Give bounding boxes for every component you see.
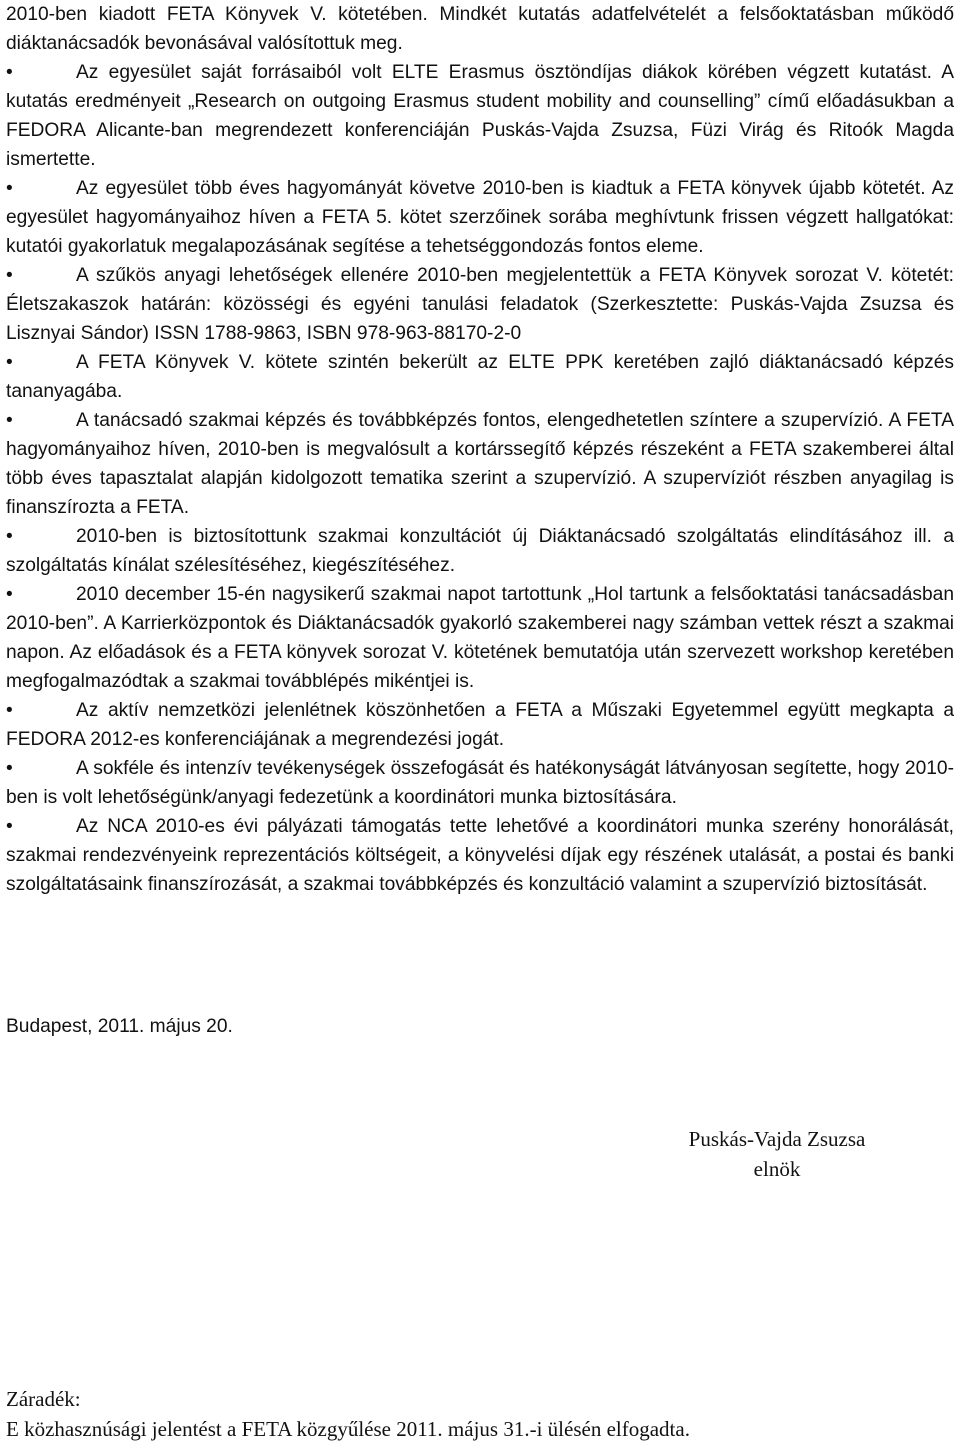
signer-role: elnök [753, 1157, 801, 1181]
bullet-item [6, 696, 954, 754]
bullet-item [6, 174, 954, 261]
paragraph [6, 0, 954, 58]
bullet-icon: • [6, 758, 13, 779]
clause-label: Záradék: [6, 1387, 81, 1411]
clause-block [6, 1384, 690, 1444]
bullet-text: Az NCA 2010-es évi pályázati támogatás tette lehetővé a koordinátori munka szerény honorálását, szakmai rendezvényeink reprezentációs költségeit, a könyvelési díjak egy részének utalását, a postai és banki szolgáltatásaink finanszírozását, a szakmai továbbképzés és konzultáció valamint a szupervízió biztosítását. [6, 816, 954, 895]
bullet-item [6, 348, 954, 406]
bullet-icon: • [6, 816, 13, 837]
place-date: Budapest, 2011. május 20. [6, 1016, 233, 1037]
bullet-icon: • [6, 265, 13, 286]
bullet-icon: • [6, 584, 13, 605]
bullet-item [6, 261, 954, 348]
bullet-item [6, 406, 954, 522]
bullet-item [6, 522, 954, 580]
bullet-text: A sokféle és intenzív tevékenységek összefogását és hatékonyságát látványosan segítette, hogy 2010-ben is volt lehetőségünk/anyagi fedezetünk a koordinátori munka biztosítására. [6, 758, 954, 808]
clause-text: E közhasznúsági jelentést a FETA közgyűlése 2011. május 31.-i ülésén elfogadta. [6, 1417, 690, 1441]
bullet-icon: • [6, 526, 13, 547]
bullet-text: 2010 december 15-én nagysikerű szakmai napot tartottunk „Hol tartunk a felsőoktatási tanácsadásban 2010-ben”. A Karrierközpontok és Diáktanácsadók gyakorló szakemberei nagy számban vettek részt a szakmai napon. Az előadások és a FETA könyvek sorozat V. kötetének bemutatója után szervezett workshop keretében megfogalmazódtak a szakmai továbblépés mikéntjei is. [6, 584, 954, 692]
bullet-item [6, 812, 954, 899]
bullet-text: A tanácsadó szakmai képzés és továbbképzés fontos, elengedhetetlen színtere a szupervízió. A FETA hagyományaihoz híven, 2010-ben is megvalósult a kortárssegítő képzés részeként a FETA szakemberei által több éves tapasztalat alapján kidolgozott tematika szerint a szupervízió. A szupervíziót részben anyagilag is finanszírozta a FETA. [6, 410, 954, 518]
signature-block [672, 1124, 882, 1184]
signer-name: Puskás-Vajda Zsuzsa [688, 1127, 866, 1151]
bullet-item [6, 58, 954, 174]
bullet-text: 2010-ben is biztosítottunk szakmai konzultációt új Diáktanácsadó szolgáltatás elindításához ill. a szolgáltatás kínálat szélesítéséhez, kiegészítéséhez. [6, 526, 954, 576]
bullet-text: Az egyesület saját forrásaiból volt ELTE Erasmus ösztöndíjas diákok körében végzett kutatást. A kutatás eredményeit „Research on outgoing Erasmus student mobility and counselling” című előadásukban a FEDORA Alicante-ban megrendezett konferenciáján Puskás-Vajda Zsuzsa, Füzi Virág és Ritoók Magda ismertette. [6, 62, 954, 170]
bullet-text: Az egyesület több éves hagyományát követve 2010-ben is kiadtuk a FETA könyvek újabb kötetét. Az egyesület hagyományaihoz híven a FETA 5. kötet szerzőinek sorába meghívtunk frissen végzett hallgatókat: kutatói gyakorlatuk megalapozásának segítése a tehetséggondozás fontos eleme. [6, 178, 954, 257]
paragraph-text: 2010-ben kiadott FETA Könyvek V. kötetében. Mindkét kutatás adatfelvételét a felsőoktatásban működő diáktanácsadók bevonásával valósítottuk meg. [6, 4, 954, 54]
bullet-text: Az aktív nemzetközi jelenlétnek köszönhetően a FETA a Műszaki Egyetemmel együtt megkapta a FEDORA 2012-es konferenciájának a megrendezési jogát. [6, 700, 954, 750]
bullet-text: A szűkös anyagi lehetőségek ellenére 2010-ben megjelentettük a FETA Könyvek sorozat V. kötetét: Életszakaszok határán: közösségi és egyéni tanulási feladatok (Szerkesztette: Puskás-Vajda Zsuzsa és Lisznyai Sándor) ISSN 1788-9863, ISBN 978-963-88170-2-0 [6, 265, 954, 344]
bullet-icon: • [6, 352, 13, 373]
bullet-icon: • [6, 178, 13, 199]
bullet-item [6, 580, 954, 696]
bullet-text: A FETA Könyvek V. kötete szintén bekerült az ELTE PPK keretében zajló diáktanácsadó képzés tananyagába. [6, 352, 954, 402]
bullet-icon: • [6, 700, 13, 721]
bullet-item [6, 754, 954, 812]
bullet-icon: • [6, 62, 13, 83]
bullet-icon: • [6, 410, 13, 431]
report-body [6, 0, 954, 899]
